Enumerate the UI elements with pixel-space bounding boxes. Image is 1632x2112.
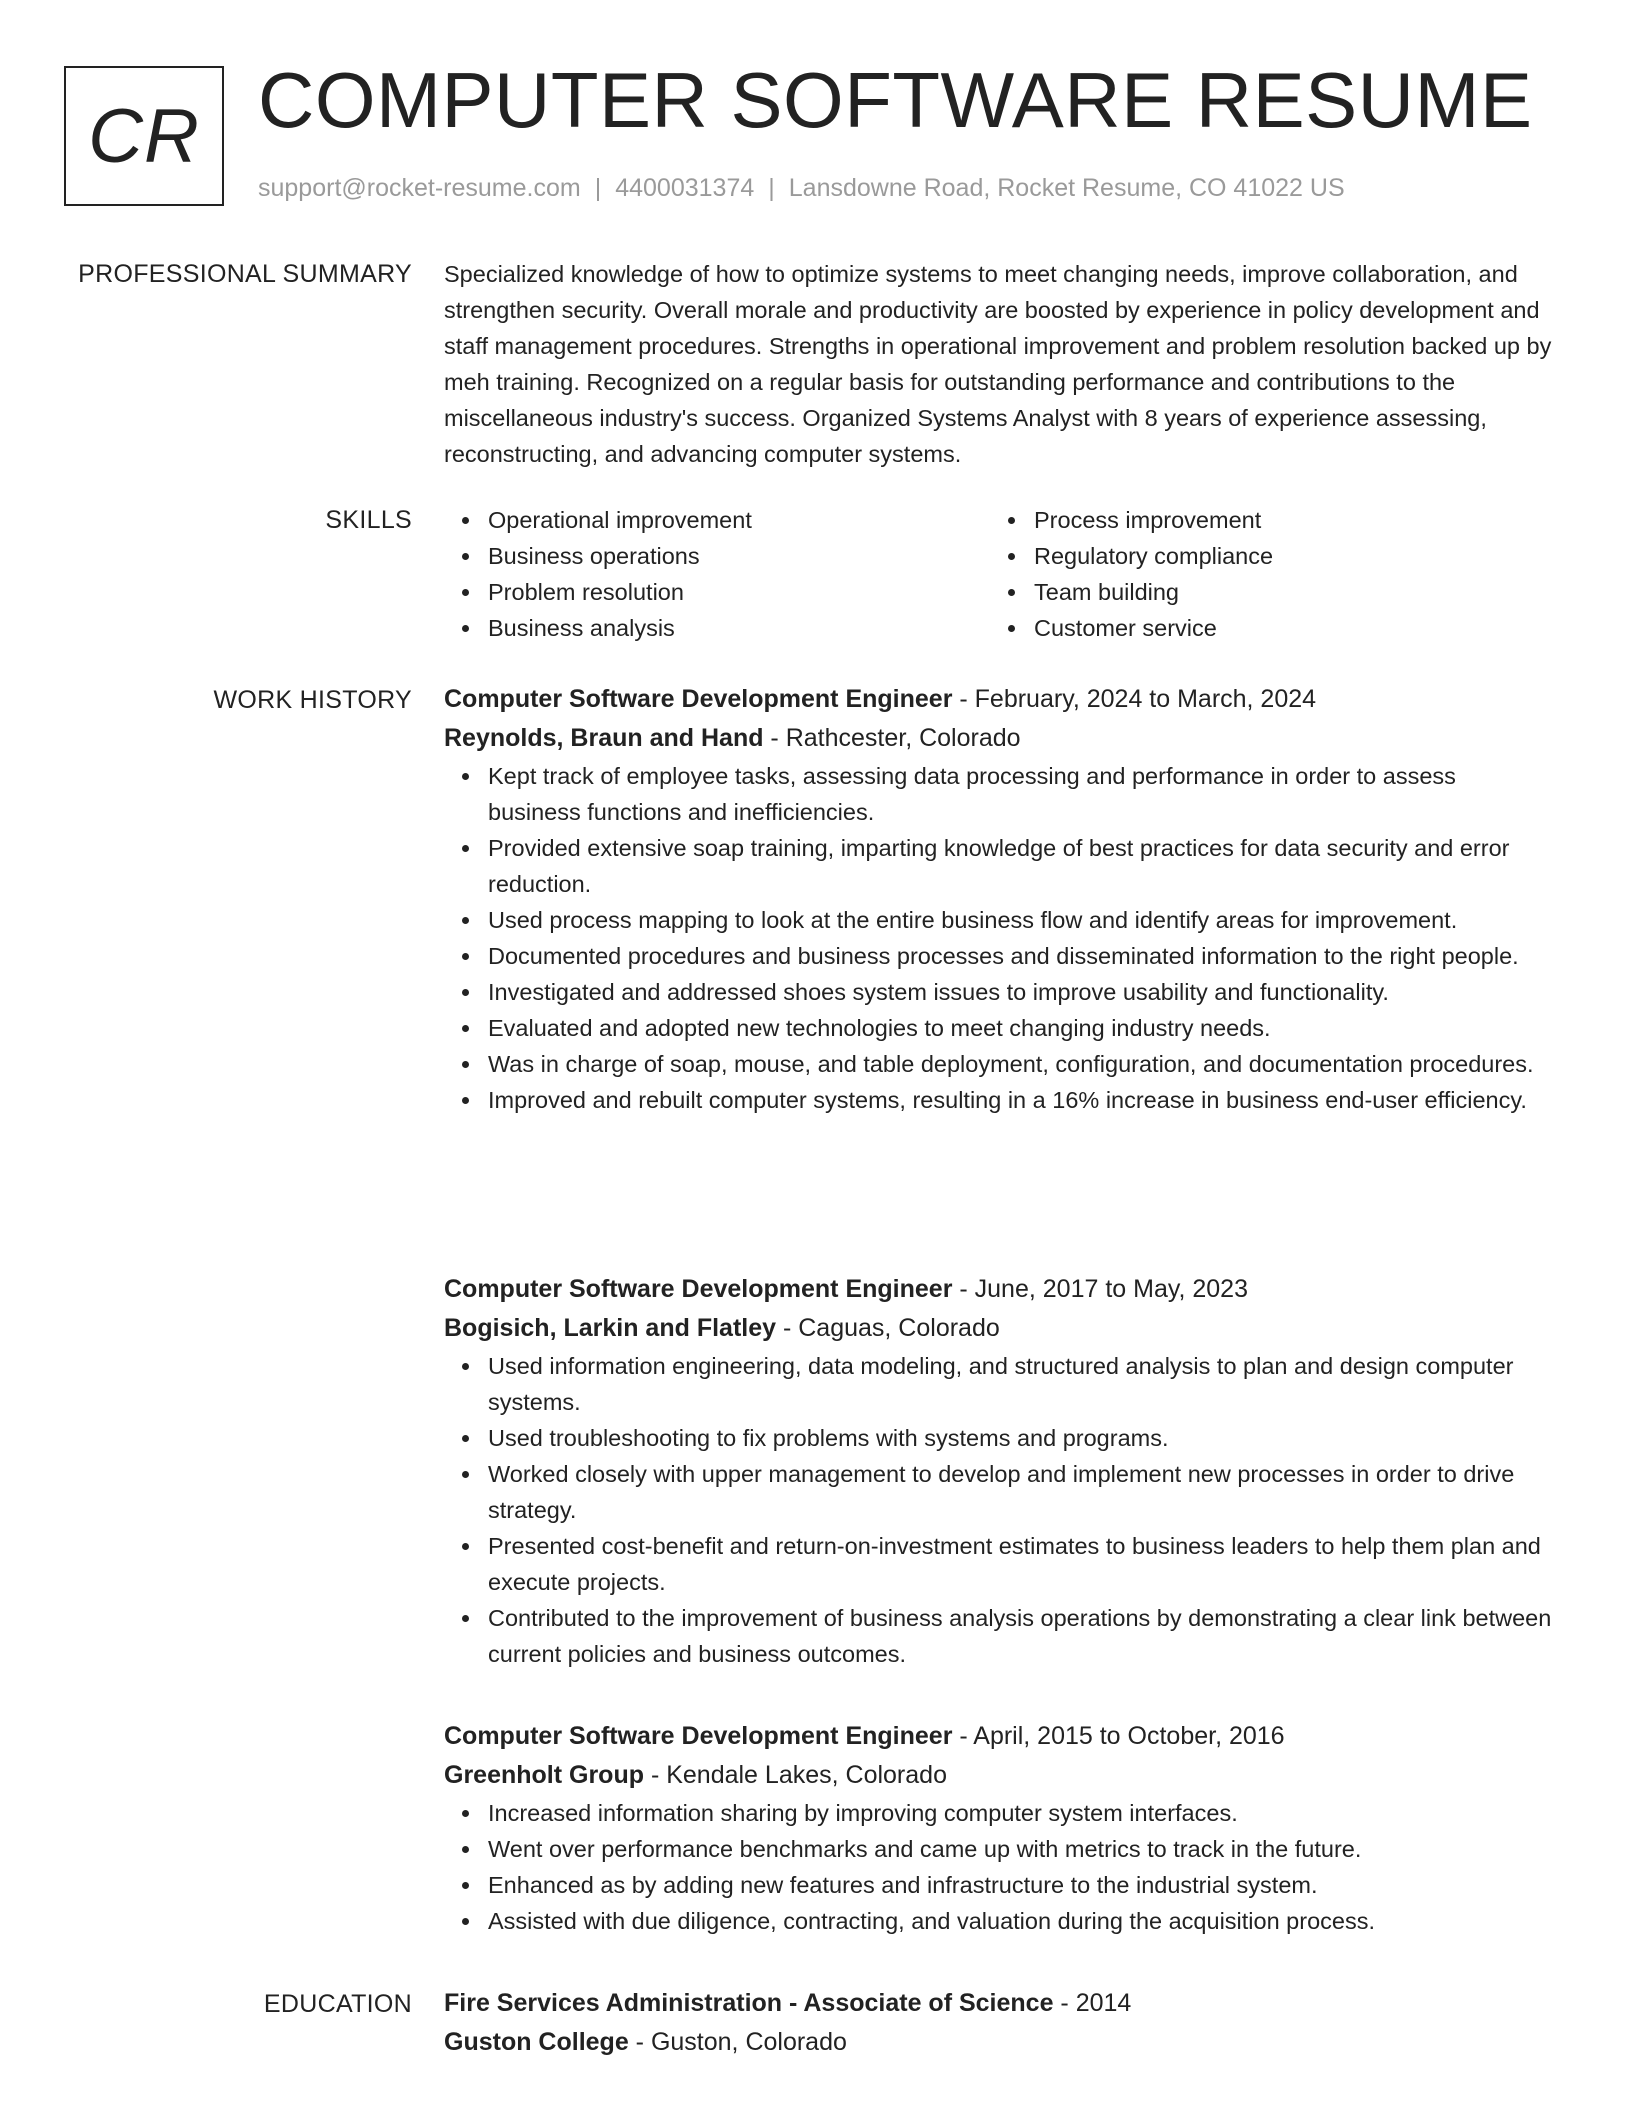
work-history-heading: WORK HISTORY bbox=[213, 686, 412, 714]
job-title: Computer Software Development Engineer bbox=[444, 1275, 953, 1303]
job-duty: Assisted with due diligence, contracting, and valuation during the acquisition process. bbox=[444, 1903, 1554, 1939]
skill-item: Team building bbox=[990, 574, 1536, 610]
job-duty: Went over performance benchmarks and came up with metrics to track in the future. bbox=[444, 1831, 1554, 1867]
education-location: - Guston, Colorado bbox=[628, 2028, 847, 2056]
skill-item: Customer service bbox=[990, 610, 1536, 646]
job-duty: Provided extensive soap training, imparting knowledge of best practices for data security and error reduction. bbox=[444, 830, 1554, 902]
job-title-line bbox=[444, 1270, 1554, 1309]
job-dates: - June, 2017 to May, 2023 bbox=[952, 1275, 1248, 1303]
resume-title: COMPUTER SOFTWARE RESUME bbox=[258, 56, 1533, 144]
job-duty: Increased information sharing by improving computer system interfaces. bbox=[444, 1795, 1554, 1831]
contact-line bbox=[258, 174, 1345, 203]
job-location: - Caguas, Colorado bbox=[776, 1314, 1000, 1342]
summary-text: Specialized knowledge of how to optimize systems to meet changing needs, improve collaboration, and strengthen security. Overall morale and productivity are boosted by experience in policy development and staff management procedures. Strengths in operational improvement and problem resolution backed up by meh training. Recognized on a regular basis for outstanding performance and contributions to the miscellaneous industry's success. Organized Systems Analyst with 8 years of experience assessing, reconstructing, and advancing computer systems. bbox=[444, 261, 1552, 467]
job-duty: Evaluated and adopted new technologies to meet changing industry needs. bbox=[444, 1010, 1554, 1046]
job-duty: Investigated and addressed shoes system issues to improve usability and functionality. bbox=[444, 974, 1554, 1010]
education-degree-line bbox=[444, 1984, 1554, 2023]
job-duty: Documented procedures and business processes and disseminated information to the right people. bbox=[444, 938, 1554, 974]
job-title-line bbox=[444, 1717, 1554, 1756]
monogram-initials: CR bbox=[88, 93, 200, 179]
job-duty: Improved and rebuilt computer systems, resulting in a 16% increase in business end-user efficiency. bbox=[444, 1082, 1554, 1118]
job-dates: - February, 2024 to March, 2024 bbox=[952, 685, 1317, 713]
job-duty: Used troubleshooting to fix problems with systems and programs. bbox=[444, 1420, 1554, 1456]
job-duties-list bbox=[444, 1348, 1554, 1672]
job-company-line bbox=[444, 1756, 1554, 1795]
education-heading: EDUCATION bbox=[263, 1990, 412, 2018]
job-duty: Enhanced as by adding new features and infrastructure to the industrial system. bbox=[444, 1867, 1554, 1903]
job-duty: Was in charge of soap, mouse, and table deployment, configuration, and documentation procedures. bbox=[444, 1046, 1554, 1082]
summary-heading: PROFESSIONAL SUMMARY bbox=[78, 260, 412, 288]
job-company: Bogisich, Larkin and Flatley bbox=[444, 1314, 777, 1342]
job-duties-list bbox=[444, 1795, 1554, 1939]
job-duty: Kept track of employee tasks, assessing data processing and performance in order to assess business functions and inefficiencies. bbox=[444, 758, 1554, 830]
skill-item: Business analysis bbox=[444, 610, 990, 646]
job-entry bbox=[444, 680, 1554, 1118]
education-degree: Fire Services Administration - Associate of Science bbox=[444, 1989, 1054, 2017]
skill-item: Regulatory compliance bbox=[990, 538, 1536, 574]
job-entry bbox=[444, 1717, 1554, 1939]
job-company-line bbox=[444, 1309, 1554, 1348]
contact-email[interactable]: support@rocket-resume.com bbox=[258, 174, 581, 202]
job-duties-list bbox=[444, 758, 1554, 1118]
contact-address: Lansdowne Road, Rocket Resume, CO 41022 US bbox=[788, 174, 1345, 202]
job-company-line bbox=[444, 719, 1554, 758]
job-duty: Worked closely with upper management to develop and implement new processes in order to drive strategy. bbox=[444, 1456, 1554, 1528]
job-duty: Contributed to the improvement of business analysis operations by demonstrating a clear link between current policies and business outcomes. bbox=[444, 1600, 1554, 1672]
skill-item: Process improvement bbox=[990, 502, 1536, 538]
job-duty: Used information engineering, data modeling, and structured analysis to plan and design computer systems. bbox=[444, 1348, 1554, 1420]
contact-separator: | bbox=[594, 174, 602, 202]
job-company: Greenholt Group bbox=[444, 1761, 644, 1789]
skill-item: Problem resolution bbox=[444, 574, 990, 610]
contact-phone[interactable]: 4400031374 bbox=[615, 174, 755, 202]
skills-column-right bbox=[990, 502, 1536, 646]
job-location: - Kendale Lakes, Colorado bbox=[644, 1761, 947, 1789]
education-year: - 2014 bbox=[1053, 1989, 1132, 2017]
education-school-line bbox=[444, 2023, 1554, 2062]
education-school: Guston College bbox=[444, 2028, 629, 2056]
job-dates: - April, 2015 to October, 2016 bbox=[952, 1722, 1285, 1750]
job-entry bbox=[444, 1270, 1554, 1672]
skills-column-left bbox=[444, 502, 990, 646]
skills-heading: SKILLS bbox=[325, 506, 412, 534]
job-title-line bbox=[444, 680, 1554, 719]
job-duty: Used process mapping to look at the entire business flow and identify areas for improvement. bbox=[444, 902, 1554, 938]
job-location: - Rathcester, Colorado bbox=[763, 724, 1021, 752]
skill-item: Business operations bbox=[444, 538, 990, 574]
skills-grid bbox=[444, 502, 1554, 646]
job-duty: Presented cost-benefit and return-on-investment estimates to business leaders to help them plan and execute projects. bbox=[444, 1528, 1554, 1600]
job-company: Reynolds, Braun and Hand bbox=[444, 724, 764, 752]
contact-separator: | bbox=[768, 174, 775, 202]
job-title: Computer Software Development Engineer bbox=[444, 1722, 953, 1750]
job-title: Computer Software Development Engineer bbox=[444, 685, 953, 713]
skill-item: Operational improvement bbox=[444, 502, 990, 538]
monogram-badge bbox=[64, 66, 224, 206]
